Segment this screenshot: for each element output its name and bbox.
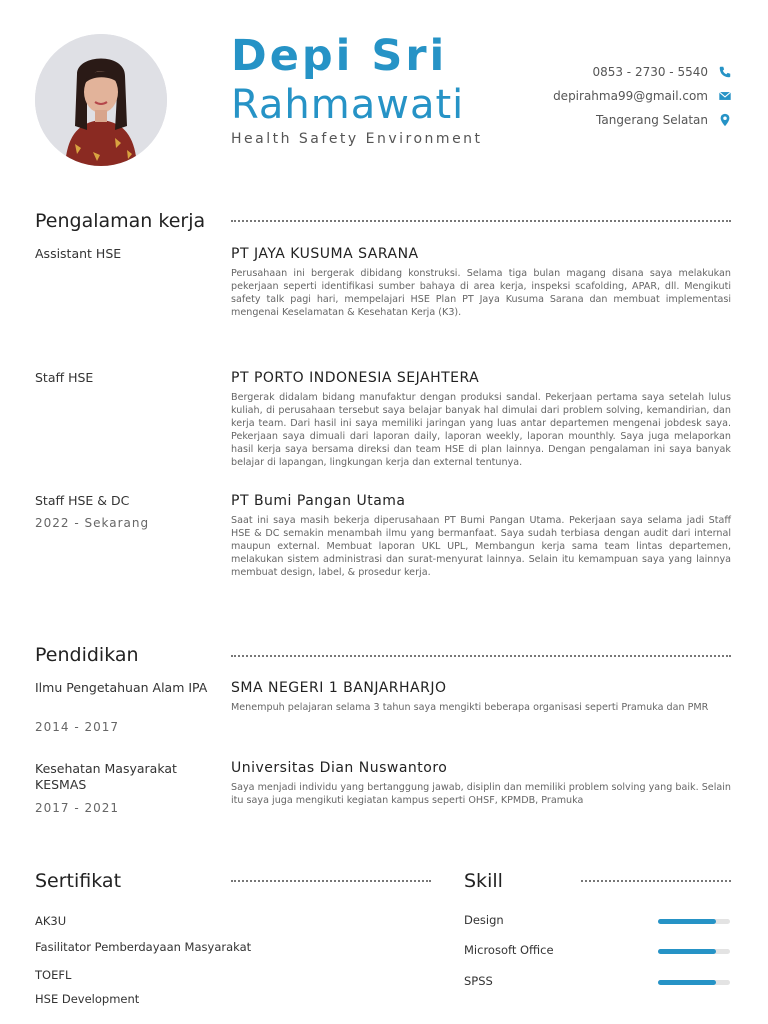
phone-icon xyxy=(718,65,732,79)
education-section-title: Pendidikan xyxy=(35,644,139,666)
skill-name: Design xyxy=(464,913,504,927)
education-description: Menempuh pelajaran selama 3 tahun saya mengikti beberapa organisasi seperti Pramuka dan PMR xyxy=(231,702,709,713)
portrait-illustration xyxy=(35,34,167,166)
experience-date: 2022 - Sekarang xyxy=(35,516,150,530)
experience-position: Staff HSE xyxy=(35,370,94,385)
contact-email[interactable] xyxy=(553,89,732,103)
section-divider xyxy=(231,655,731,657)
last-name: Rahmawati xyxy=(231,82,465,128)
certificate-item: AK3U xyxy=(35,914,67,928)
experience-company: PT JAYA KUSUMA SARANA xyxy=(231,246,419,262)
skill-level-fill xyxy=(658,980,716,985)
envelope-icon xyxy=(718,89,732,103)
education-date: 2014 - 2017 xyxy=(35,720,120,734)
contact-phone xyxy=(592,65,732,79)
skill-level-fill xyxy=(658,949,716,954)
education-school: Universitas Dian Nuswantoro xyxy=(231,760,448,776)
section-divider xyxy=(231,880,431,882)
education-major: Kesehatan Masyarakat KESMAS xyxy=(35,761,177,792)
experience-company: PT Bumi Pangan Utama xyxy=(231,493,406,509)
education-school: SMA NEGERI 1 BANJARHARJO xyxy=(231,680,447,696)
skill-name: Microsoft Office xyxy=(464,943,554,957)
education-date: 2017 - 2021 xyxy=(35,801,120,815)
certificate-item: Fasilitator Pemberdayaan Masyarakat xyxy=(35,940,252,954)
skill-level-bar xyxy=(658,949,730,954)
location-pin-icon xyxy=(718,113,732,127)
education-major: Ilmu Pengetahuan Alam IPA xyxy=(35,680,208,695)
experience-company: PT PORTO INDONESIA SEJAHTERA xyxy=(231,370,480,386)
experience-description: Saat ini saya masih bekerja diperusahaan PT Bumi Pangan Utama. Pekerjaan saya selama jadi Staff HSE & DC semakin menambah ilmu yang bermanfaat. Saya sudah terbiasa dengan audit dari internal maupun external. Membuat laporan UKL UPL, Membangun kerja sama team lintas departemen, melakukan sistem administrasi dan surat-menyurat lainnya. Selain itu kemampuan saya yang lainnya membuat design, label, & prosedur kerja. xyxy=(231,515,731,578)
job-title: Health Safety Environment xyxy=(231,131,483,147)
certificate-item: HSE Development xyxy=(35,992,140,1006)
certificate-item: TOEFL xyxy=(35,968,72,982)
skill-level-bar xyxy=(658,919,730,924)
section-divider xyxy=(231,220,731,222)
experience-description: Perusahaan ini bergerak dibidang konstruksi. Selama tiga bulan magang disana saya melakukan pekerjaan seperti identifikasi sumber bahaya di area kerja, inspeksi scafolding, APAR, dll. Mengikuti safety talk pagi hari, mempelajari HSE Plan PT Jaya Kusuma Sarana dan membuat implementasi mengenai Keselamatan & Kesehatan Kerja (K3). xyxy=(231,268,731,318)
skill-name: SPSS xyxy=(464,974,493,988)
profile-photo xyxy=(35,34,167,166)
experience-position: Assistant HSE xyxy=(35,246,122,261)
experience-description: Bergerak didalam bidang manufaktur dengan produksi sandal. Pekerjaan pertama saya setelah lulus kuliah, di perusahaan tersebut saya belajar banyak hal dimulai dari problem solving, kemandirian, dan kerja team. Dari hasil ini saya memiliki jaringan yang luas antar departemen mengenai jobdesk saya. Pekerjaan saya dimuali dari laporan daily, laporan weekly, laporan mounthly. Saya juga melaporkan hasil kerja saya bersama direksi dan team HSE di plan lainnya. Dengan pengalaman ini saya banyak belajar di lapangan, lingkungan kerja dan external tentunya. xyxy=(231,392,731,468)
certificates-section-title: Sertifikat xyxy=(35,870,122,892)
section-divider xyxy=(581,880,731,882)
email-text[interactable]: depirahma99@gmail.com xyxy=(553,89,708,103)
first-name: Depi Sri xyxy=(231,31,448,81)
experience-position: Staff HSE & DC xyxy=(35,493,130,508)
experience-section-title: Pengalaman kerja xyxy=(35,210,206,232)
skills-section-title: Skill xyxy=(464,870,503,892)
location-text: Tangerang Selatan xyxy=(596,113,708,127)
phone-text: 0853 - 2730 - 5540 xyxy=(592,65,708,79)
contact-location xyxy=(596,113,732,127)
skill-level-bar xyxy=(658,980,730,985)
skill-level-fill xyxy=(658,919,716,924)
education-description: Saya menjadi individu yang bertanggung jawab, disiplin dan memiliki problem solving yang baik. Selain itu saya juga mengikuti kegiatan kampus seperti OHSF, KPMDB, Pramuka xyxy=(231,782,731,806)
